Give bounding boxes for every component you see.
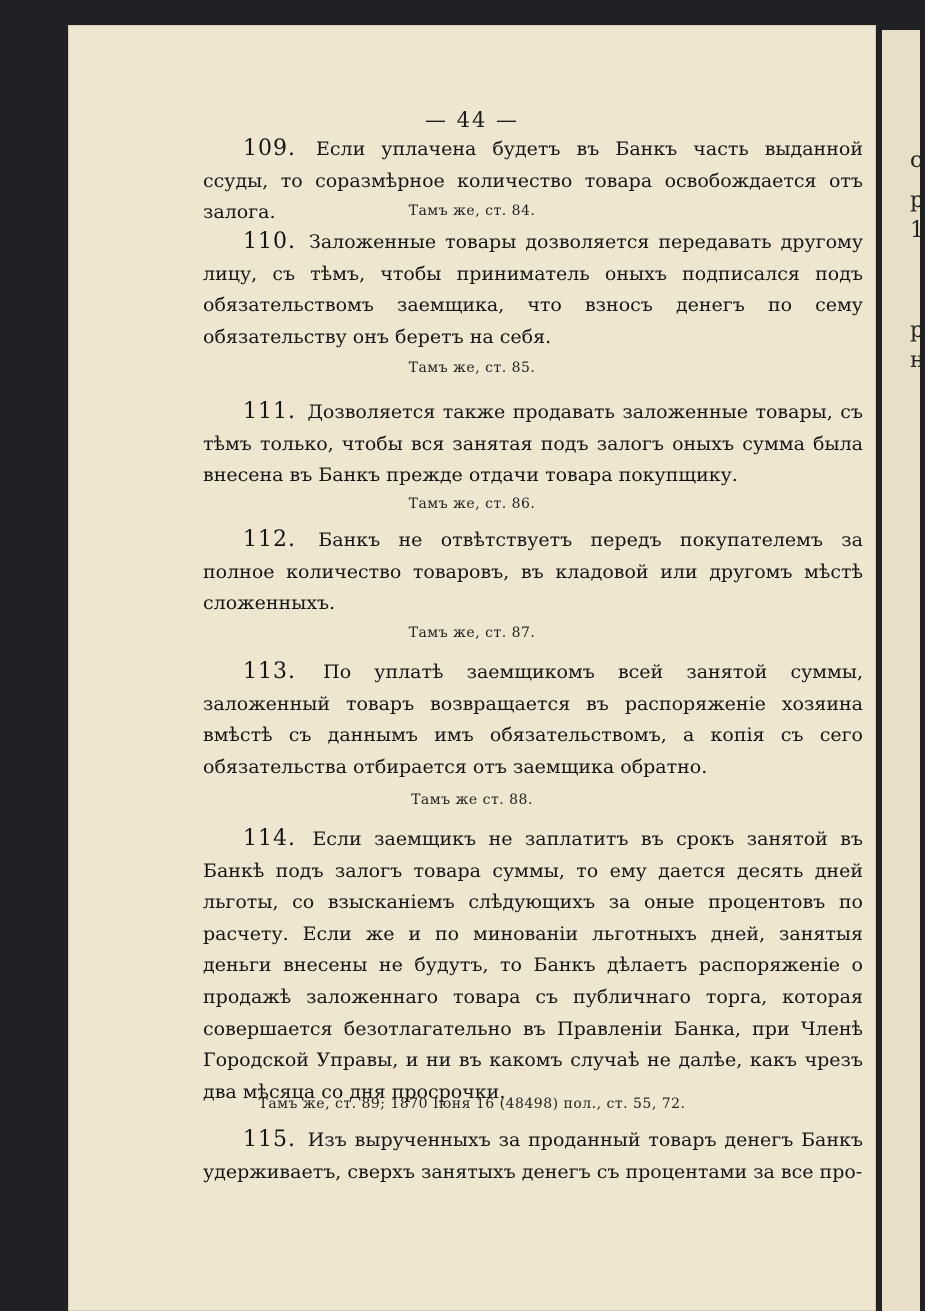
page-number: — 44 — (424, 108, 520, 132)
article-113 (203, 656, 863, 783)
article-number: 110. (243, 229, 296, 254)
article-text: Банкъ не отвѣтствуетъ передъ покупателемъ за полное количество товаровъ, въ кладовой или другомъ мѣстѣ сложенныхъ. (203, 529, 863, 615)
facing-fragment: р (910, 318, 925, 343)
facing-fragment: н (910, 348, 925, 373)
facing-page-edge (882, 30, 925, 1311)
article-text: Если заемщикъ не заплатитъ въ срокъ занятой въ Банкѣ подъ залогъ товара суммы, то ему дается десять дней льготы, со взысканіемъ слѣдующихъ за оные процентовъ по расчету. Если же и по минованіи льготныхъ дней, занятыя деньги внесены не будутъ, то Банкъ дѣлаетъ распоряженіе о продажѣ заложеннаго товара съ публичнаго торга, которая совершается безотлагательно въ Правленіи Банка, при Членѣ Городской Управы, и ни въ какомъ случаѣ не далѣе, какъ чрезъ два мѣсяца со дня просрочки. (203, 828, 863, 1103)
article-110 (203, 226, 863, 353)
article-text: Дозволяется также продавать заложенные товары, съ тѣмъ только, чтобы вся занятая подъ залогъ оныхъ сумма была внесена въ Банкъ прежде отдачи товара покупщику. (203, 401, 863, 487)
article-text: Заложенные товары дозволяется передавать другому лицу, съ тѣмъ, чтобы приниматель оныхъ подписался подъ обязательствомъ заемщика, что взносъ денегъ по сему обязательству онъ беретъ на себя. (203, 231, 863, 348)
article-111 (203, 396, 863, 492)
facing-fragment: р (910, 188, 925, 213)
article-number: 109. (243, 136, 296, 161)
article-number: 113. (243, 659, 296, 684)
facing-fragment: 1 (910, 218, 924, 243)
reference: Тамъ же ст. 88. (411, 792, 533, 808)
reference: Тамъ же, ст. 84. (408, 203, 536, 219)
article-112 (203, 524, 863, 620)
reference: Тамъ же, ст. 87. (408, 625, 536, 641)
reference: Тамъ же, ст. 85. (408, 360, 536, 376)
article-text: Если уплачена будетъ въ Банкъ часть выданной ссуды, то соразмѣрное количество товара освобождается отъ залога. (203, 138, 863, 224)
article-number: 114. (243, 826, 296, 851)
article-115 (203, 1124, 863, 1188)
article-number: 111. (243, 399, 296, 424)
facing-fragment: с (910, 148, 923, 173)
article-number: 112. (243, 527, 296, 552)
reference: Тамъ же, ст. 86. (408, 496, 536, 512)
article-text: Изъ вырученныхъ за проданный товаръ денегъ Банкъ удерживаетъ, сверхъ занятыхъ денегъ съ процентами за все про- (203, 1129, 863, 1183)
article-114 (203, 823, 863, 1108)
reference: Тамъ же, ст. 89; 1870 Іюня 16 (48498) пол., ст. 55, 72. (258, 1096, 686, 1112)
article-number: 115. (243, 1127, 296, 1152)
article-text: По уплатѣ заемщикомъ всей занятой суммы, заложенный товаръ возвращается въ распоряженіе хозяина вмѣстѣ съ даннымъ имъ обязательствомъ, а копія съ сего обязательства отбирается отъ заемщика обратно. (203, 661, 863, 778)
